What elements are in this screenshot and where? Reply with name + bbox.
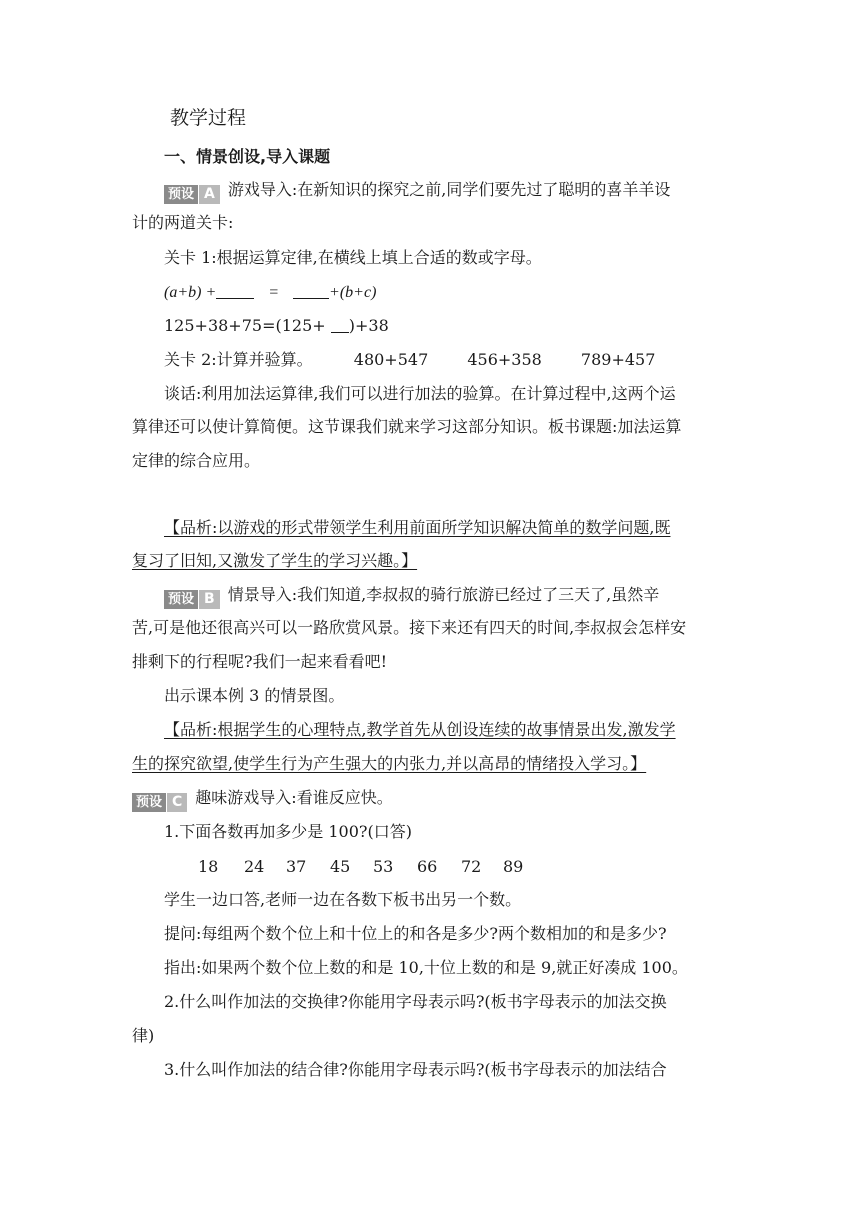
level2-item: 789+457 bbox=[580, 350, 656, 369]
level2-item: 480+547 bbox=[353, 350, 429, 369]
preset-b-line2: 苦,可是他还很高兴可以一路欣赏风景。接下来还有四天的时间,李叔叔会怎样安 bbox=[132, 618, 687, 637]
fill-blank[interactable] bbox=[216, 284, 254, 299]
preset-label: 预设 bbox=[164, 590, 198, 609]
preset-a-text: 游戏导入:在新知识的探究之前,同学们要先过了聪明的喜羊羊设 bbox=[227, 180, 671, 199]
preset-label: 预设 bbox=[164, 185, 198, 204]
preset-a-badge bbox=[164, 185, 220, 204]
talk-line2: 算律还可以使计算简便。这节课我们就来学习这部分知识。板书课题:加法运算 bbox=[132, 417, 682, 436]
preset-label: 预设 bbox=[132, 793, 166, 812]
preset-a-line2: 计的两道关卡: bbox=[132, 213, 234, 232]
talk-line1: 谈话:利用加法运算律,我们可以进行加法的验算。在计算过程中,这两个运 bbox=[164, 384, 676, 403]
formula1-eq: = bbox=[268, 284, 280, 301]
preset-b-badge bbox=[164, 590, 220, 609]
formula-2 bbox=[164, 316, 732, 336]
number-item: 45 bbox=[330, 857, 351, 876]
level1-text: 关卡 1:根据运算定律,在横线上填上合适的数或字母。 bbox=[164, 248, 542, 267]
preset-letter: B bbox=[199, 590, 220, 609]
number-item: 72 bbox=[461, 857, 482, 876]
number-item: 89 bbox=[503, 857, 524, 876]
fill-blank[interactable] bbox=[331, 318, 349, 333]
number-item: 66 bbox=[417, 857, 438, 876]
question-3-line1: 3.什么叫作加法的结合律?你能用字母表示吗?(板书字母表示的加法结合 bbox=[164, 1060, 667, 1079]
question-1: 1.下面各数再加多少是 100?(口答) bbox=[164, 822, 412, 841]
preset-c-line1 bbox=[132, 788, 732, 812]
formula2-right: )+38 bbox=[348, 316, 389, 335]
preset-letter: A bbox=[199, 185, 220, 204]
level2-line bbox=[164, 350, 732, 370]
preset-c-text: 趣味游戏导入:看谁反应快。 bbox=[195, 788, 393, 807]
talk-line3: 定律的综合应用。 bbox=[132, 451, 261, 470]
preset-b-line3: 排剩下的行程呢?我们一起来看看吧! bbox=[132, 652, 388, 671]
ask-text: 提问:每组两个数个位上和十位上的和各是多少?两个数相加的和是多少? bbox=[164, 924, 667, 943]
analysis1-line2: 复习了旧知,又激发了学生的学习兴趣。】 bbox=[132, 551, 418, 570]
formula1-right: +(b+c) bbox=[329, 284, 377, 301]
number-item: 24 bbox=[244, 857, 265, 876]
preset-b-line1 bbox=[164, 585, 732, 609]
number-item: 18 bbox=[198, 857, 219, 876]
question-2-line2: 律) bbox=[132, 1026, 155, 1045]
preset-c-badge bbox=[132, 793, 187, 812]
section-title: 教学过程 bbox=[170, 107, 247, 129]
question-2-line1: 2.什么叫作加法的交换律?你能用字母表示吗?(板书字母表示的加法交换 bbox=[164, 992, 667, 1011]
point-text: 指出:如果两个数个位上数的和是 10,十位上数的和是 9,就正好凑成 100。 bbox=[164, 958, 688, 977]
heading-scenario: 一、情景创设,导入课题 bbox=[164, 147, 331, 166]
level2-item: 456+358 bbox=[467, 350, 542, 369]
preset-b-text: 情景导入:我们知道,李叔叔的骑行旅游已经过了三天了,虽然辛 bbox=[227, 585, 660, 604]
analysis2-line2: 生的探究欲望,使学生行为产生强大的内张力,并以高昂的情绪投入学习。】 bbox=[132, 754, 647, 773]
preset-letter: C bbox=[167, 793, 187, 812]
preset-a-line1 bbox=[164, 180, 732, 204]
number-item: 53 bbox=[373, 857, 394, 876]
show-example: 出示课本例 3 的情景图。 bbox=[164, 686, 345, 705]
number-item: 37 bbox=[286, 857, 307, 876]
level2-label: 关卡 2:计算并验算。 bbox=[164, 350, 313, 369]
analysis2-line1: 【品析:根据学生的心理特点,教学首先从创设连续的故事情景出发,激发学 bbox=[164, 720, 676, 739]
formula1-left: (a+b) + bbox=[164, 284, 217, 301]
analysis1-line1: 【品析:以游戏的形式带领学生利用前面所学知识解决简单的数学问题,既 bbox=[164, 518, 671, 537]
fill-blank[interactable] bbox=[293, 284, 329, 299]
formula2-left: 125+38+75=(125+ bbox=[164, 316, 326, 335]
formula-1 bbox=[164, 283, 732, 303]
students-answer: 学生一边口答,老师一边在各数下板书出另一个数。 bbox=[164, 890, 522, 909]
